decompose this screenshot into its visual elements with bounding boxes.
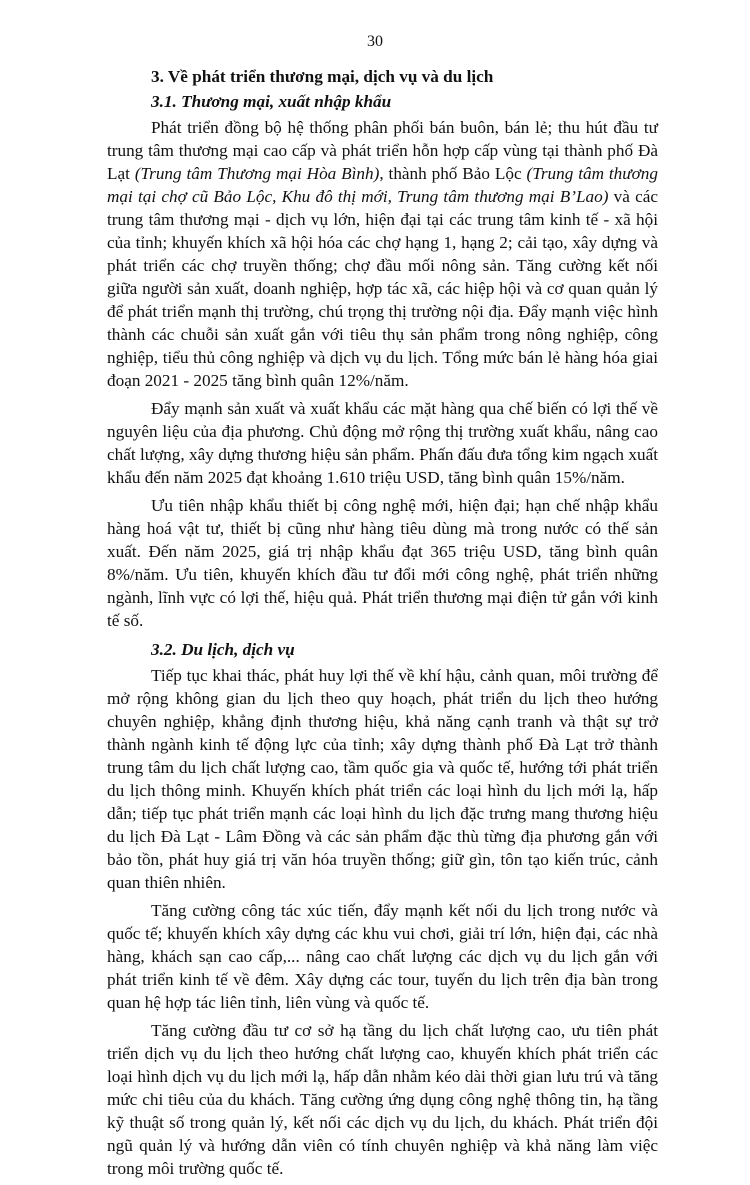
subsection-heading-trade: 3.1. Thương mại, xuất nhập khẩu: [151, 92, 392, 111]
paragraph-text: , thành phố Bảo Lộc: [379, 164, 527, 183]
italic-note: (Trung tâm Thương mại Hòa Bình): [134, 164, 380, 183]
paragraph-tourism-promotion: Tăng cường công tác xúc tiến, đẩy mạnh kết nối du lịch trong nước và quốc tế; khuyến khích xây dựng các khu vui chơi, giải trí lớn, hiện đại, các nhà hàng, khách sạn cao cấp,... nâng cao chất lượng các dịch vụ du lịch gắn với phát triển kinh tế về đêm. Xây dựng các tour, tuyến du lịch trên địa bàn trong quan hệ hợp tác liên tỉnh, liên vùng và quốc tế.: [107, 901, 658, 1012]
page-content: [107, 64, 658, 1185]
subsection-heading-tourism: 3.2. Du lịch, dịch vụ: [151, 640, 295, 659]
paragraph-export: Đẩy mạnh sản xuất và xuất khẩu các mặt hàng qua chế biến có lợi thế về nguyên liệu của địa phương. Chủ động mở rộng thị trường xuất khẩu, nâng cao chất lượng, xây dựng thương hiệu sản phẩm. Phấn đấu đưa tổng kim ngạch xuất khẩu đến năm 2025 đạt khoảng 1.610 triệu USD, tăng bình quân 15%/năm.: [107, 399, 658, 487]
page-number: 30: [367, 33, 383, 50]
paragraph-text: Phát triển đồng bộ hệ thống phân phối bán buôn, bán lẻ; thu hút đầu tư trung tâm thương mại cao cấp và phát triển hỗn hợp cấp vùng tại thành phố Đà Lạt: [107, 118, 658, 183]
paragraph-tourism-space: Tiếp tục khai thác, phát huy lợi thế về khí hậu, cảnh quan, môi trường để mở rộng không gian du lịch theo quy hoạch, phát triển du lịch theo hướng chuyên nghiệp, khẳng định thương hiệu, khả năng cạnh tranh và thật sự trở thành ngành kinh tế động lực của tỉnh; xây dựng thành phố Đà Lạt trở thành trung tâm du lịch chất lượng cao, tầm quốc gia và quốc tế, hướng tới phát triển du lịch thông minh. Khuyến khích phát triển các loại hình du lịch mới lạ, hấp dẫn; tiếp tục phát triển mạnh các loại hình du lịch đặc trưng mang thương hiệu du lịch Đà Lạt - Lâm Đồng và các sản phẩm đặc thù từng địa phương gắn với bảo tồn, phát huy giá trị văn hóa truyền thống; giữ gìn, tôn tạo kiến trúc, cảnh quan thiên nhiên.: [107, 666, 658, 892]
paragraph-distribution: [107, 116, 658, 392]
paragraph-tourism-infrastructure: Tăng cường đầu tư cơ sở hạ tầng du lịch chất lượng cao, ưu tiên phát triển dịch vụ du lịch theo hướng chất lượng cao, khuyến khích phát triển các loại hình dịch vụ du lịch mới lạ, hấp dẫn nhằm kéo dài thời gian lưu trú và tăng mức chi tiêu của du khách. Tăng cường ứng dụng công nghệ thông tin, hạ tầng kỹ thuật số trong quản lý, kết nối các dịch vụ du lịch, du khách. Phát triển đội ngũ quản lý và hướng dẫn viên có tính chuyên nghiệp và khả năng làm việc trong môi trường quốc tế.: [107, 1021, 658, 1178]
italic-note: (Trung tâm thương mại tại chợ cũ Bảo Lộc, Khu đô thị mới, Trung tâm thương mại B’Lao): [107, 164, 658, 206]
paragraph-import: Ưu tiên nhập khẩu thiết bị công nghệ mới, hiện đại; hạn chế nhập khẩu hàng hoá vật tư, thiết bị cũng như hàng tiêu dùng mà trong nước có thế sản xuất. Đến năm 2025, giá trị nhập khẩu đạt 365 triệu USD, tăng bình quân 8%/năm. Ưu tiên, khuyến khích đầu tư đổi mới công nghệ, phát triển những ngành, lĩnh vực có lợi thế, hiệu quả. Phát triển thương mại điện tử gắn với kinh tế số.: [107, 496, 658, 630]
section-heading: 3. Về phát triển thương mại, dịch vụ và du lịch: [151, 67, 494, 86]
paragraph-text: và các trung tâm thương mại - dịch vụ lớn, hiện đại tại các trung tâm kinh tế - xã hội của tỉnh; khuyến khích xã hội hóa các chợ hạng 1, hạng 2; cải tạo, xây dựng và phát triển các chợ truyền thống; chợ đầu mối nông sản. Tăng cường kết nối giữa người sản xuất, doanh nghiệp, hợp tác xã, các hiệp hội và cơ quan quản lý để phát triển mạnh thị trường, chú trọng thị trường nội địa. Đẩy mạnh việc hình thành các chuỗi sản xuất gắn với tiêu thụ sản phẩm trong nông nghiệp, công nghiệp, tiểu thủ công nghiệp và dịch vụ du lịch. Tổng mức bán lẻ hàng hóa giai đoạn 2021 - 2025 tăng bình quân 12%/năm.: [107, 187, 658, 390]
